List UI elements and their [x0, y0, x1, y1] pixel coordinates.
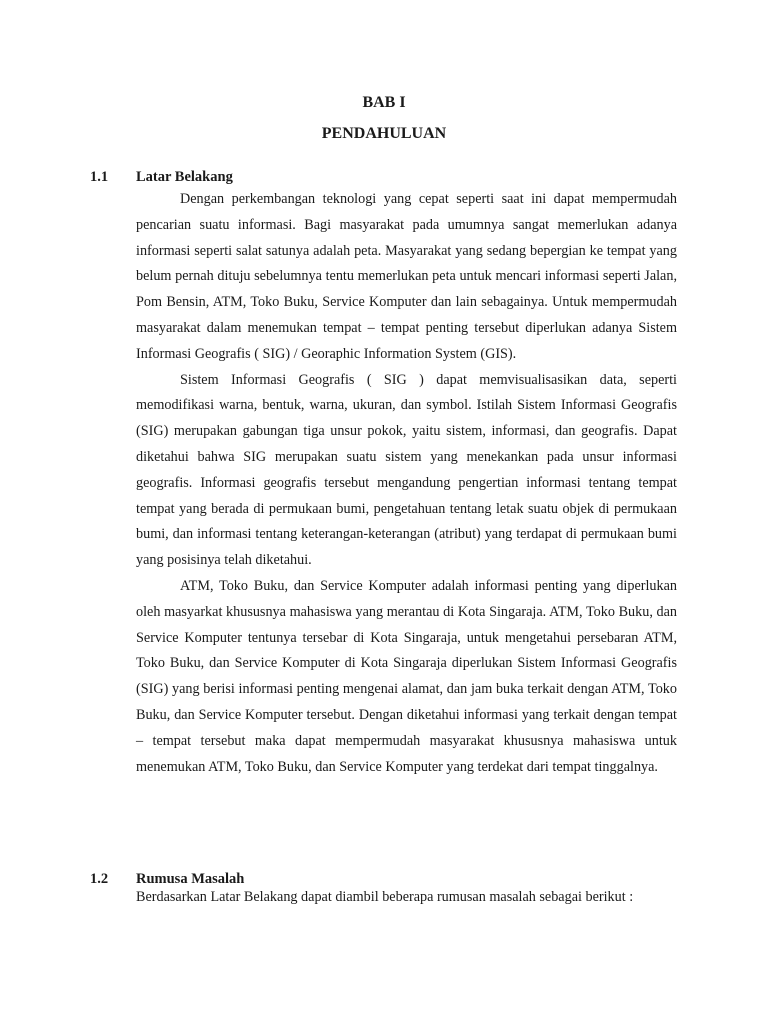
chapter-label: BAB I — [362, 94, 406, 111]
section-body-1-1 — [136, 187, 677, 780]
paragraph: Sistem Informasi Geografis ( SIG ) dapat memvisualisasikan data, seperti memodifikasi warna, bentuk, warna, ukuran, dan symbol. Istilah Sistem Informasi Geografis (SIG) merupakan gabungan tiga unsur pokok, yaitu sistem, informasi, dan geografis. Dapat diketahui bahwa SIG merupakan suatu sistem yang menekankan pada unsur informasi geografis. Informasi geografis tersebut mengandung pengertian informasi tentang tempat tempat yang berada di permukaan bumi, pengetahuan tentang letak suatu objek di permukaan bumi, dan informasi tentang keterangan-keterangan (atribut) yang terdapat di permukaan bumi yang posisinya telah diketahui. — [136, 371, 677, 569]
section-body-1-2 — [136, 885, 677, 911]
chapter-title: PENDAHULUAN — [321, 125, 447, 142]
section-title: Rumusa Masalah — [136, 871, 245, 887]
section-heading-1-1 — [90, 169, 233, 186]
paragraph: ATM, Toko Buku, dan Service Komputer adalah informasi penting yang diperlukan oleh masyarkat khususnya mahasiswa yang merantau di Kota Singaraja. ATM, Toko Buku, dan Service Komputer tentunya tersebar di Kota Singaraja, untuk mengetahui persebaran ATM, Toko Buku, dan Service Komputer di Kota Singaraja diperlukan Sistem Informasi Geografis (SIG) yang berisi informasi penting mengenai alamat, dan jam buka terkait dengan ATM, Toko Buku, dan Service Komputer tersebut. Dengan diketahui informasi yang terkait dengan tempat – tempat tersebut maka dapat mempermudah masyarakat khususnya mahasiswa untuk menemukan ATM, Toko Buku, dan Service Komputer yang terdekat dari tempat tinggalnya. — [136, 577, 677, 775]
section-number: 1.2 — [90, 871, 109, 887]
paragraph: Berdasarkan Latar Belakang dapat diambil beberapa rumusan masalah sebagai berikut : — [136, 889, 634, 905]
section-number: 1.1 — [90, 169, 109, 185]
section-title: Latar Belakang — [136, 169, 233, 185]
paragraph: Dengan perkembangan teknologi yang cepat seperti saat ini dapat mempermudah pencarian suatu informasi. Bagi masyarakat pada umumnya sangat memerlukan adanya informasi seperti salat satunya adalah peta. Masyarakat yang sedang bepergian ke tempat yang belum pernah dituju sebelumnya tentu memerlukan peta untuk mencari informasi seperti Jalan, Pom Bensin, ATM, Toko Buku, Service Komputer dan lain sebagainya. Untuk mempermudah masyarakat dalam menemukan tempat – tempat penting tersebut diperlukan adanya Sistem Informasi Geografis ( SIG) / Georaphic Information System (GIS). — [136, 191, 677, 362]
